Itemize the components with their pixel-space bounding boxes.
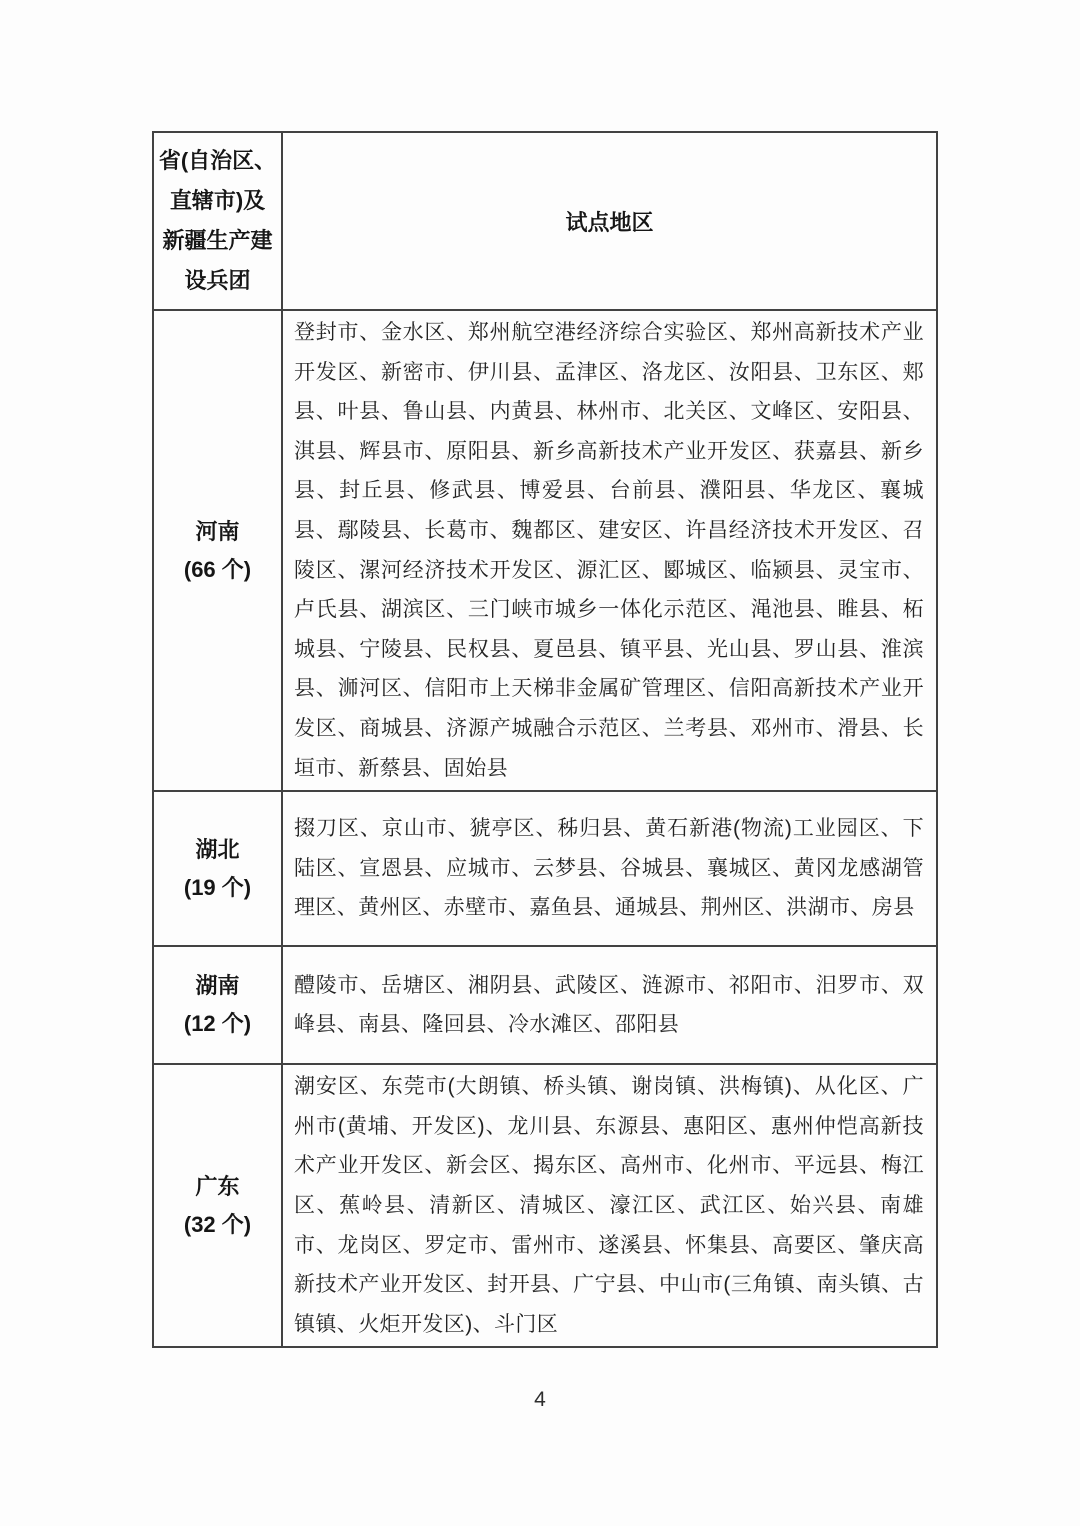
areas-text: 掇刀区、京山市、猇亭区、秭归县、黄石新港(物流)工业园区、下陆区、宣恩县、应城市、云梦县、谷城县、襄城区、黄冈龙感湖管理区、黄州区、赤壁市、嘉鱼县、通城县、荆州区、洪湖市、房县 [294,817,924,920]
areas-text: 登封市、金水区、郑州航空港经济综合实验区、郑州高新技术产业开发区、新密市、伊川县、孟津区、洛龙区、汝阳县、卫东区、郏县、叶县、鲁山县、内黄县、林州市、北关区、文峰区、安阳县、淇县、辉县市、原阳县、新乡高新技术产业开发区、获嘉县、新乡县、封丘县、修武县、博爱县、台前县、濮阳县、华龙区、襄城县、鄢陵县、长葛市、魏都区、建安区、许昌经济技术开发区、召陵区、漯河经济技术开发区、源汇区、郾城区、临颍县、灵宝市、卢氏县、湖滨区、三门峡市城乡一体化示范区、渑池县、睢县、柘城县、宁陵县、民权县、夏邑县、镇平县、光山县、罗山县、淮滨县、浉河区、信阳市上天梯非金属矿管理区、信阳高新技术产业开发区、商城县、济源产城融合示范区、兰考县、邓州市、滑县、长垣市、新蔡县、固始县 [294,321,924,780]
areas-cell-henan [283,311,936,790]
province-name: 湖北 [195,836,240,862]
table-row [154,945,936,1063]
areas-cell-hubei [283,792,936,945]
table-header-row [154,133,936,309]
province-name: 广东 [195,1173,240,1199]
header-pilot-areas-cell [283,133,936,309]
header-province-cell [154,133,283,309]
header-pilot-areas-label: 试点地区 [565,209,654,235]
province-cell-guangdong [154,1065,283,1346]
province-count: (12 个) [183,1011,252,1037]
province-name: 河南 [195,518,240,544]
areas-cell-hunan [283,947,936,1063]
province-cell-henan [154,311,283,790]
areas-text: 醴陵市、岳塘区、湘阴县、武陵区、涟源市、祁阳市、汨罗市、双峰县、南县、隆回县、冷水滩区、邵阳县 [294,973,924,1037]
province-name: 湖南 [195,973,240,999]
province-count: (19 个) [183,874,252,900]
header-province-line-2: 直辖市)及 [169,188,266,213]
province-cell-hunan [154,947,283,1063]
areas-cell-guangdong [283,1065,936,1346]
province-count: (32 个) [183,1211,252,1237]
header-province-line-3: 新疆生产建 [162,228,273,253]
province-count: (66 个) [183,556,252,582]
header-province-line-4: 设兵团 [184,268,251,293]
table-row [154,1063,936,1346]
areas-text: 潮安区、东莞市(大朗镇、桥头镇、谢岗镇、洪梅镇)、从化区、广州市(黄埔、开发区)、龙川县、东源县、惠阳区、惠州仲恺高新技术产业开发区、新会区、揭东区、高州市、化州市、平远县、梅江区、蕉岭县、清新区、清城区、濠江区、武江区、始兴县、南雄市、龙岗区、罗定市、雷州市、遂溪县、怀集县、高要区、肇庆高新技术产业开发区、封开县、广宁县、中山市(三角镇、南头镇、古镇镇、火炬开发区)、斗门区 [294,1075,924,1336]
province-cell-hubei [154,792,283,945]
header-province-line-1: 省(自治区、 [158,148,277,173]
table-row [154,309,936,790]
table-row [154,790,936,945]
pilot-areas-table [152,131,938,1348]
page-number: 4 [534,1388,546,1411]
